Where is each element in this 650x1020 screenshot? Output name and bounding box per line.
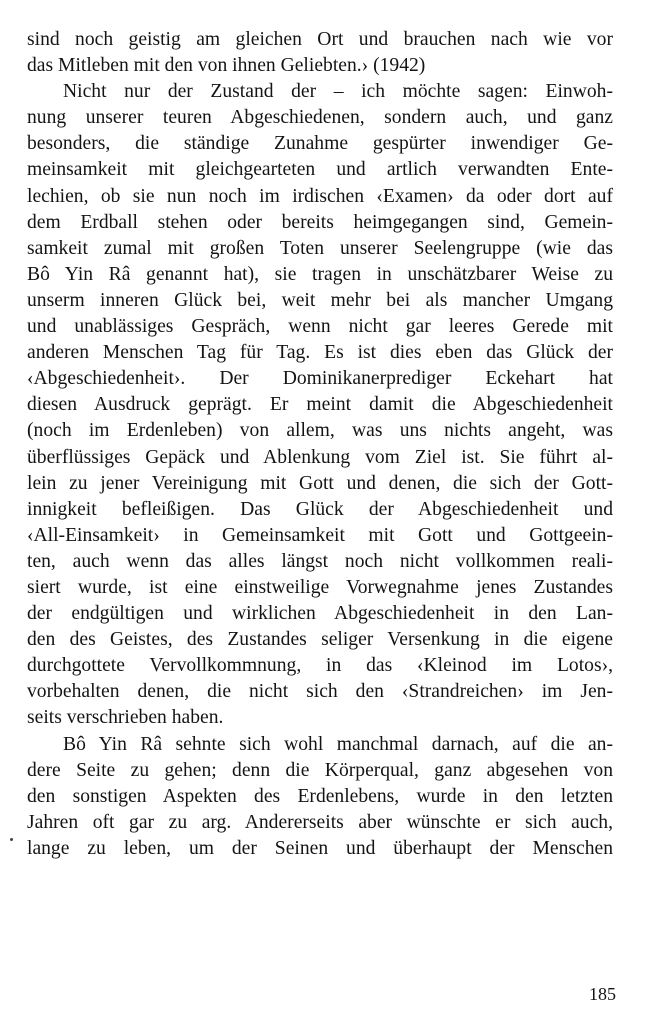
page-number: 185 [589, 984, 616, 1004]
text-line: ‹All-Einsamkeit› in Gemeinsamkeit mit Gott und Gottgeein- [27, 524, 613, 546]
text-line: den sonstigen Aspekten des Erdenlebens, wurde in den letzten [27, 785, 613, 807]
text-line: nung unserer teuren Abgeschiedenen, sondern auch, und ganz [27, 107, 613, 129]
text-line: durchgottete Vervollkommnung, in das ‹Kleinod im Lotos›, [27, 655, 613, 677]
text-line: seits verschrieben haben. [27, 707, 224, 729]
text-line: überflüssiges Gepäck und Ablenkung vom Ziel ist. Sie führt al- [27, 446, 613, 468]
body-text [27, 27, 613, 862]
text-line: siert wurde, ist eine einstweilige Vorwegnahme jenes Zustandes [27, 576, 613, 598]
text-line: besonders, die ständige Zunahme gespürter inwendiger Ge- [27, 133, 613, 155]
text-line: meinsamkeit mit gleichgearteten und artlich verwandten Ente- [27, 159, 613, 181]
paragraph [27, 79, 613, 731]
text-line: Bô Yin Râ genannt hat), sie tragen in unschätzbarer Weise zu [27, 263, 613, 285]
text-line: ‹Abgeschiedenheit›. Der Dominikanerprediger Eckehart hat [27, 368, 613, 390]
text-line: Nicht nur der Zustand der – ich möchte sagen: Einwoh- [63, 81, 613, 103]
text-line: das Mitleben mit den von ihnen Geliebten.› (1942) [27, 55, 426, 77]
text-line: anderen Menschen Tag für Tag. Es ist dies eben das Glück der [27, 342, 613, 364]
text-line: samkeit zumal mit großen Toten unserer Seelengruppe (wie das [27, 237, 613, 259]
text-line: Bô Yin Râ sehnte sich wohl manchmal darnach, auf die an- [63, 733, 613, 755]
text-line: dere Seite zu gehen; denn die Körperqual, ganz abgesehen von [27, 759, 613, 781]
text-line: lechien, ob sie nun noch im irdischen ‹Examen› da oder dort auf [27, 185, 613, 207]
text-line: ten, auch wenn das alles längst noch nicht vollkommen reali- [27, 550, 613, 572]
text-line: diesen Ausdruck geprägt. Er meint damit die Abgeschiedenheit [27, 394, 613, 416]
text-line: lange zu leben, um der Seinen und überhaupt der Menschen [27, 837, 613, 859]
text-line: dem Erdball stehen oder bereits heimgegangen sind, Gemein- [27, 211, 613, 233]
text-line: lein zu jener Vereinigung mit Gott und denen, die sich der Gott- [27, 472, 613, 494]
text-line: sind noch geistig am gleichen Ort und brauchen nach wie vor [27, 29, 613, 50]
text-line: innigkeit befleißigen. Das Glück der Abgeschiedenheit und [27, 498, 613, 520]
text-line: den des Geistes, des Zustandes seliger Versenkung in die eigene [27, 629, 613, 651]
text-line: vorbehalten denen, die nicht sich den ‹Strandreichen› im Jen- [27, 681, 613, 703]
text-line: Jahren oft gar zu arg. Andererseits aber wünschte er sich auch, [27, 811, 613, 833]
text-line: der endgültigen und wirklichen Abgeschiedenheit in den Lan- [27, 603, 613, 625]
margin-mark [10, 838, 13, 841]
paragraph [27, 27, 613, 79]
paragraph [27, 732, 613, 862]
text-line: und unablässiges Gespräch, wenn nicht gar leeres Gerede mit [27, 316, 613, 338]
text-line: (noch im Erdenleben) von allem, was uns nichts angeht, was [27, 420, 613, 442]
text-line: unserm inneren Glück bei, weit mehr bei als mancher Umgang [27, 289, 613, 311]
